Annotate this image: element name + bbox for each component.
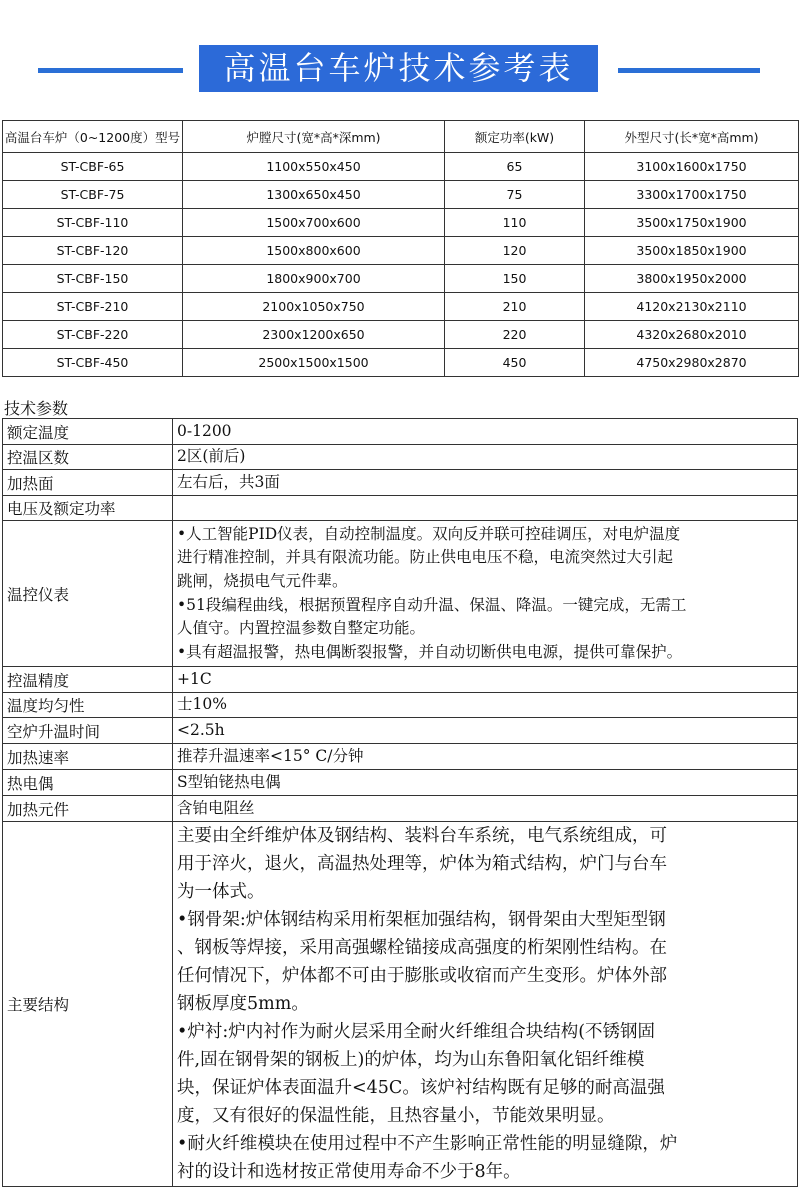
spec-cell: ST-CBF-75 <box>3 181 183 209</box>
spec-cell: 4320x2680x2010 <box>585 321 799 349</box>
param-key: 加热元件 <box>3 796 173 822</box>
spec-cell: 2500x1500x1500 <box>183 349 445 377</box>
spec-header-cell: 炉膛尺寸(宽*高*深mm) <box>183 121 445 153</box>
spec-cell: 75 <box>445 181 585 209</box>
param-value-line: 2区(前后) <box>177 447 246 466</box>
param-value-line: 含铂电阻丝 <box>177 798 255 817</box>
param-value-line: •51段编程曲线，根据预置程序自动升温、保温、降温。一键完成，无需工 <box>177 595 687 614</box>
param-value-line: 块，保证炉体表面温升<45C。该炉衬结构既有足够的耐高温强 <box>177 1078 665 1098</box>
spec-cell: 1800x900x700 <box>183 265 445 293</box>
param-key: 空炉升温时间 <box>3 718 173 744</box>
spec-cell: 220 <box>445 321 585 349</box>
spec-cell: 1500x700x600 <box>183 209 445 237</box>
param-key: 加热速率 <box>3 744 173 770</box>
table-row <box>3 181 799 209</box>
param-value <box>173 445 798 470</box>
spec-cell: ST-CBF-450 <box>3 349 183 377</box>
param-value-line: 0-1200 <box>177 421 232 440</box>
param-value-line: 为一体式。 <box>177 882 265 902</box>
table-row <box>3 321 799 349</box>
param-value-line: 进行精准控制，并具有限流功能。防止供电电压不稳，电流突然过大引起 <box>177 548 674 567</box>
param-value-line <box>177 500 797 516</box>
param-key: 加热面 <box>3 470 173 496</box>
param-value <box>173 496 798 521</box>
param-row <box>3 718 798 744</box>
param-value <box>173 419 798 445</box>
spec-cell: ST-CBF-210 <box>3 293 183 321</box>
param-value-line: 用于淬火，退火，高温热处理等，炉体为箱式结构，炉门与台车 <box>177 854 667 874</box>
params-title: 技术参数 <box>4 399 69 418</box>
table-row <box>3 209 799 237</box>
param-value-line: •具有超温报警，热电偶断裂报警，并自动切断供电电源，提供可靠保护。 <box>177 642 683 661</box>
param-value-line: •耐火纤维模块在使用过程中不产生影响正常性能的明显缝隙，炉 <box>177 1134 678 1154</box>
param-value-line: 度，又有很好的保温性能，且热容量小，节能效果明显。 <box>177 1106 615 1126</box>
spec-cell: 3500x1750x1900 <box>585 209 799 237</box>
param-value <box>173 822 798 1187</box>
spec-cell: 3100x1600x1750 <box>585 153 799 181</box>
param-value <box>173 693 798 718</box>
param-key: 电压及额定功率 <box>3 496 173 521</box>
spec-cell: 1300x650x450 <box>183 181 445 209</box>
spec-cell: 3300x1700x1750 <box>585 181 799 209</box>
param-value-line: S型铂铑热电偶 <box>177 772 281 791</box>
param-key: 热电偶 <box>3 770 173 796</box>
param-value <box>173 718 798 744</box>
param-key: 额定温度 <box>3 419 173 445</box>
param-row <box>3 693 798 718</box>
spec-cell: 110 <box>445 209 585 237</box>
spec-cell: ST-CBF-220 <box>3 321 183 349</box>
param-row <box>3 496 798 521</box>
param-value-line: 士10% <box>177 695 227 714</box>
param-row <box>3 770 798 796</box>
spec-cell: 450 <box>445 349 585 377</box>
spec-cell: 1500x800x600 <box>183 237 445 265</box>
param-value-line: 衬的设计和选材按正常使用寿命不少于8年。 <box>177 1162 521 1182</box>
table-row <box>3 237 799 265</box>
spec-header-cell: 外型尺寸(长*宽*高mm) <box>585 121 799 153</box>
param-value <box>173 667 798 693</box>
param-key: 主要结构 <box>3 822 173 1187</box>
param-value-line: 件,固在钢骨架的钢板上)的炉体，均为山东鲁阳氧化铝纤维模 <box>177 1050 645 1070</box>
param-row <box>3 445 798 470</box>
spec-cell: ST-CBF-110 <box>3 209 183 237</box>
param-row <box>3 470 798 496</box>
param-value-line: •钢骨架:炉体钢结构采用桁架框加强结构，钢骨架由大型矩型钢 <box>177 910 666 930</box>
spec-cell: 2100x1050x750 <box>183 293 445 321</box>
param-row <box>3 796 798 822</box>
param-value-line: +1C <box>177 669 212 688</box>
param-key: 控温精度 <box>3 667 173 693</box>
table-row <box>3 153 799 181</box>
param-value-line: •炉衬:炉内衬作为耐火层采用全耐火纤维组合块结构(不锈钢固 <box>177 1022 656 1042</box>
param-value-line: 钢板厚度5mm。 <box>177 994 309 1014</box>
spec-cell: ST-CBF-150 <box>3 265 183 293</box>
spec-cell: 120 <box>445 237 585 265</box>
param-key: 温控仪表 <box>3 521 173 667</box>
param-key: 温度均匀性 <box>3 693 173 718</box>
param-value-line: 跳闸，烧损电气元件辈。 <box>177 571 348 590</box>
spec-cell: ST-CBF-120 <box>3 237 183 265</box>
spec-cell: 4120x2130x2110 <box>585 293 799 321</box>
param-value <box>173 470 798 496</box>
param-value-line: 主要由全纤维炉体及钢结构、装料台车系统，电气系统组成，可 <box>177 826 667 846</box>
param-row <box>3 419 798 445</box>
param-value-line: 人值守。内置控温参数自整定功能。 <box>177 619 426 638</box>
spec-cell: 210 <box>445 293 585 321</box>
table-row <box>3 349 799 377</box>
spec-cell: 2300x1200x650 <box>183 321 445 349</box>
spec-header-cell: 高温台车炉（0~1200度）型号 <box>3 121 183 153</box>
table-row <box>3 265 799 293</box>
param-value <box>173 770 798 796</box>
spec-header-cell: 额定功率(kW) <box>445 121 585 153</box>
param-value-line: 任何情况下，炉体都不可由于膨胀或收宿而产生变形。炉体外部 <box>177 966 667 986</box>
spec-table-header-row <box>3 121 799 153</box>
param-key: 控温区数 <box>3 445 173 470</box>
spec-table <box>2 120 799 377</box>
param-row <box>3 521 798 667</box>
param-value <box>173 796 798 822</box>
title-banner <box>0 45 800 93</box>
params-table <box>2 418 798 1187</box>
param-value-line: 、钢板等焊接，采用高强螺栓锚接成高强度的桁架刚性结构。在 <box>177 938 667 958</box>
param-row <box>3 744 798 770</box>
param-value <box>173 744 798 770</box>
spec-cell: 3800x1950x2000 <box>585 265 799 293</box>
spec-cell: 4750x2980x2870 <box>585 349 799 377</box>
param-value-line: 左右后，共3面 <box>177 472 280 491</box>
page-title: 高温台车炉技术参考表 <box>199 45 598 92</box>
spec-cell: 1100x550x450 <box>183 153 445 181</box>
banner-left-line <box>38 68 183 73</box>
param-row <box>3 822 798 1187</box>
spec-cell: 65 <box>445 153 585 181</box>
table-row <box>3 293 799 321</box>
param-value-line: 推荐升温速率<15° C/分钟 <box>177 746 364 765</box>
spec-cell: 3500x1850x1900 <box>585 237 799 265</box>
param-value-line: •人工智能PID仪表，自动控制温度。双向反并联可控硅调压，对电炉温度 <box>177 524 681 543</box>
param-value <box>173 521 798 667</box>
banner-right-line <box>618 68 760 73</box>
spec-cell: ST-CBF-65 <box>3 153 183 181</box>
param-value-line: <2.5h <box>177 720 225 739</box>
spec-cell: 150 <box>445 265 585 293</box>
param-row <box>3 667 798 693</box>
